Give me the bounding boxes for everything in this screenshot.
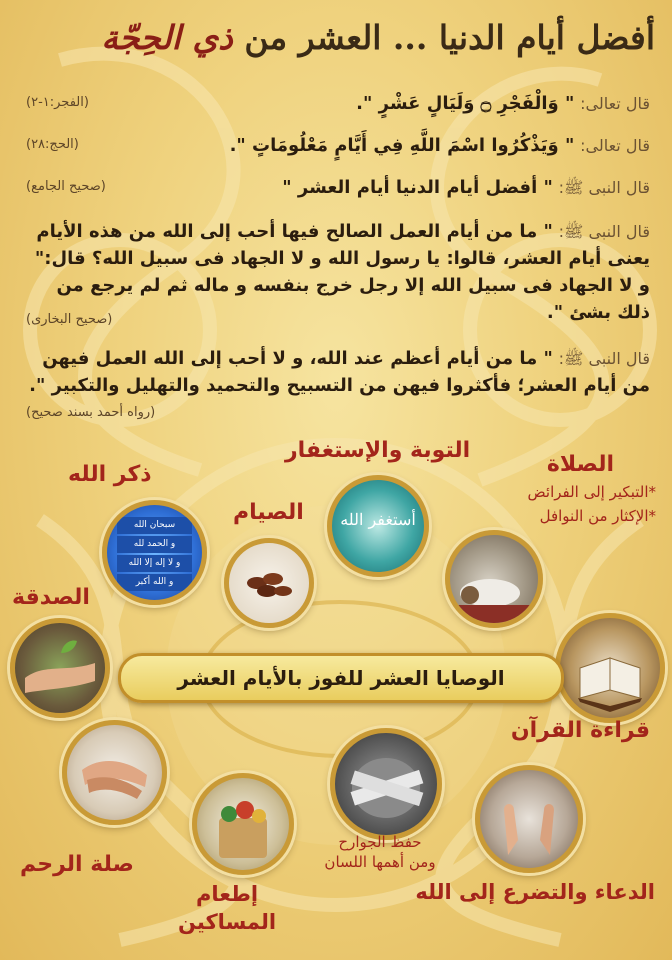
- verse-3-prefix: قال النبى ﷺ:: [558, 178, 650, 197]
- siyam-label: الصيام: [233, 500, 304, 525]
- dua-label: الدعاء والتضرع إلى الله: [415, 880, 655, 904]
- verse-1-text: " وَالْفَجْرِ ۝ وَلَيَالٍ عَشْرٍ ".: [356, 93, 575, 114]
- salah-bullet-1: *التبكير إلى الفرائض: [527, 483, 656, 501]
- center-title: الوصايا العشر للفوز بالأيام العشر: [118, 653, 564, 703]
- quran-label: قراءة القرآن: [510, 718, 650, 743]
- verse-2-prefix: قال تعالى:: [580, 136, 650, 155]
- itam-label: [178, 880, 276, 936]
- verse-1: [200, 90, 650, 117]
- giving-hands-icon: [15, 623, 105, 713]
- hadith-2: [25, 345, 650, 399]
- dua-image: [475, 765, 583, 873]
- hadith-1: [25, 218, 650, 326]
- dhikr-line-3: و لا إله إلا الله: [117, 555, 192, 572]
- prostration-icon: [450, 535, 538, 623]
- dhikr-image-lines: [117, 517, 192, 591]
- raised-hands-icon: [480, 770, 578, 868]
- rahim-image: [62, 720, 167, 825]
- holding-hands-icon: [67, 725, 162, 820]
- dates-icon: [229, 543, 309, 623]
- verse-3: [180, 174, 650, 201]
- jawarih-image: [330, 728, 442, 840]
- food-basket-icon: [197, 778, 289, 870]
- verse-3-ref: (صحيح الجامع): [26, 179, 106, 194]
- verse-1-ref: (الفجر:١-٢): [26, 95, 89, 110]
- itam-image: [192, 773, 294, 875]
- jawarih-label-line2: ومن أهمها اللسان: [324, 853, 436, 871]
- tawbah-image-text: أستغفر الله: [340, 510, 416, 529]
- salah-bullet-2: *الإكثار من النوافل: [539, 507, 656, 525]
- hadith-2-text: " ما من أيام أعظم عند الله، و لا أحب إلى الله العمل فيهن من أيام العشر؛ فأكثروا فيهن من التسبيح والتحميد والتهليل والتكبير ".: [29, 348, 650, 396]
- title-hijjah: ذي الحِجّة: [101, 18, 233, 57]
- hadith-2-prefix: قال النبى ﷺ:: [558, 349, 650, 368]
- dhikr-line-1: سبحان الله: [117, 517, 192, 534]
- verse-2: [150, 132, 650, 159]
- salah-bullets: [466, 480, 656, 528]
- tawbah-image: [327, 475, 429, 577]
- rahim-label: صلة الرحم: [20, 852, 134, 877]
- jawarih-label-line1: حفظ الجوارح: [338, 833, 422, 851]
- hadith-1-ref: (صحيح البخارى): [26, 312, 113, 327]
- dhikr-label: ذكر الله: [68, 462, 152, 487]
- verse-3-text: " أفضل أيام الدنيا أيام العشر ": [282, 177, 553, 198]
- quran-image: [555, 613, 665, 723]
- dhikr-line-2: و الحمد لله: [117, 536, 192, 553]
- tawbah-label: التوبة والإستغفار: [285, 438, 471, 463]
- dhikr-line-4: و الله أكبر: [117, 574, 192, 591]
- page-title: [20, 18, 655, 70]
- verse-2-ref: (الحج:٢٨): [26, 137, 79, 152]
- hadith-1-text: " ما من أيام العمل الصالح فيها أحب إلى الله من هذه الأيام يعنى أيام العشر، قالوا: يا رسول الله و لا الجهاد فى سبيل الله؟ قال:" و لا الجهاد فى سبيل الله إلا رجل خرج بنفسه و ماله ثم لم يرجع من ذلك بشئ ".: [34, 221, 650, 323]
- title-main: أفضل أيام الدنيا ... العشر من: [244, 18, 655, 57]
- verse-1-prefix: قال تعالى:: [580, 94, 650, 113]
- hadith-1-prefix: قال النبى ﷺ:: [558, 222, 650, 241]
- taped-mouth-icon: [335, 733, 437, 835]
- dhikr-image: [102, 500, 207, 605]
- hadith-2-ref: (رواه أحمد بسند صحيح): [26, 405, 156, 420]
- jawarih-label: [305, 832, 455, 872]
- verse-2-text: " وَيَذْكُرُوا اسْمَ اللَّهِ فِي أَيَّامٍ مَعْلُومَاتٍ ".: [229, 135, 575, 156]
- quran-book-icon: [560, 618, 660, 718]
- itam-label-line2: المساكين: [178, 910, 277, 934]
- salah-image: [445, 530, 543, 628]
- salah-label: الصلاة: [546, 452, 614, 477]
- sadaqah-image: [10, 618, 110, 718]
- sadaqah-label: الصدقة: [12, 585, 90, 610]
- itam-label-line1: إطعام: [196, 882, 259, 906]
- siyam-image: [224, 538, 314, 628]
